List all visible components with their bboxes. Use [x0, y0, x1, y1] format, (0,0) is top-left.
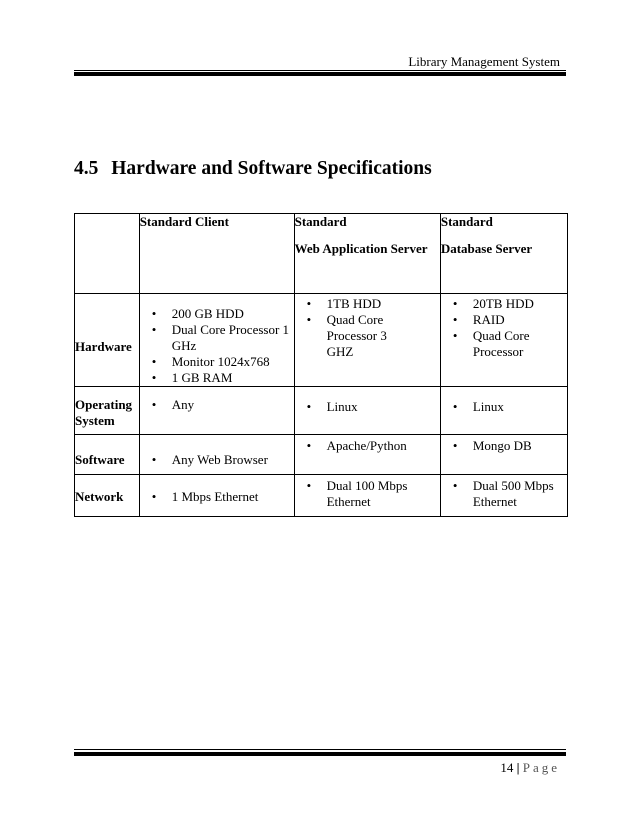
list-item: • Dual Core Processor 1 GHz	[140, 322, 294, 354]
row-label-operating-system: Operating System	[75, 387, 140, 435]
header-cell-empty	[75, 214, 140, 294]
list-item: • Quad Core Processor 3 GHZ	[295, 312, 440, 360]
cell-web-software	[294, 435, 440, 475]
list-item: • Any	[140, 397, 294, 413]
table-row	[75, 294, 568, 387]
section-heading	[74, 158, 432, 180]
header-cell-web-server	[294, 214, 440, 294]
bullet-list	[140, 397, 294, 413]
list-item: • Linux	[295, 399, 440, 415]
list-item: • Mongo DB	[441, 438, 567, 454]
cell-client-network	[139, 475, 294, 517]
header-rule	[74, 70, 566, 71]
list-item: • Linux	[441, 399, 567, 415]
header-cell-standard-client	[139, 214, 294, 294]
cell-db-os	[440, 387, 567, 435]
list-item: • 200 GB HDD	[140, 306, 294, 322]
header-line: Standard	[294, 214, 347, 229]
list-item: • Any Web Browser	[140, 452, 294, 468]
section-title: Hardware and Software Specifications	[111, 158, 432, 179]
section-number: 4.5	[74, 158, 99, 179]
table-row	[75, 435, 568, 475]
bullet-list	[140, 489, 294, 505]
cell-client-hardware	[139, 294, 294, 387]
bullet-list	[441, 296, 567, 360]
list-item: • Dual 100 Mbps Ethernet	[295, 478, 440, 510]
bullet-list	[441, 399, 567, 415]
bullet-list	[441, 478, 567, 510]
bullet-list	[295, 478, 440, 510]
footer-rule	[74, 749, 566, 750]
bullet-list	[295, 296, 440, 360]
bullet-list	[441, 438, 567, 454]
header-line: Standard Client	[139, 214, 229, 229]
list-item: • Dual 500 Mbps Ethernet	[441, 478, 567, 510]
list-item: • RAID	[441, 312, 567, 328]
row-label-network: Network	[75, 475, 140, 517]
table-row	[75, 475, 568, 517]
bullet-list	[295, 399, 440, 415]
cell-web-hardware	[294, 294, 440, 387]
header-rule-thick	[74, 72, 566, 76]
cell-client-software	[139, 435, 294, 475]
cell-client-os	[139, 387, 294, 435]
header-line: Web Application Server	[294, 241, 428, 256]
table-header-row	[75, 214, 568, 294]
bullet-list	[295, 438, 440, 454]
bullet-list	[140, 452, 294, 468]
list-item: • 1 Mbps Ethernet	[140, 489, 294, 505]
bullet-list	[140, 306, 294, 386]
cell-web-os	[294, 387, 440, 435]
list-item: • Quad Core Processor	[441, 328, 567, 360]
list-item: • Apache/Python	[295, 438, 440, 454]
document-header-title: Library Management System	[408, 54, 560, 69]
footer-rule-thick	[74, 752, 566, 756]
page-label: Page	[522, 760, 560, 775]
page-footer	[500, 760, 560, 776]
row-label-software: Software	[75, 435, 140, 475]
cell-web-network	[294, 475, 440, 517]
list-item: • 1 GB RAM	[140, 370, 294, 386]
list-item: • Monitor 1024x768	[140, 354, 294, 370]
cell-db-network	[440, 475, 567, 517]
cell-db-hardware	[440, 294, 567, 387]
page-number: 14	[500, 760, 514, 775]
list-item: • 20TB HDD	[441, 296, 567, 312]
row-label-hardware: Hardware	[75, 294, 140, 387]
header-cell-database-server	[440, 214, 567, 294]
header-line: Database Server	[440, 241, 533, 256]
specifications-table	[74, 213, 568, 517]
cell-db-software	[440, 435, 567, 475]
header-line: Standard	[440, 214, 493, 229]
table-row	[75, 387, 568, 435]
page-separator: |	[516, 760, 520, 775]
list-item: • 1TB HDD	[295, 296, 440, 312]
